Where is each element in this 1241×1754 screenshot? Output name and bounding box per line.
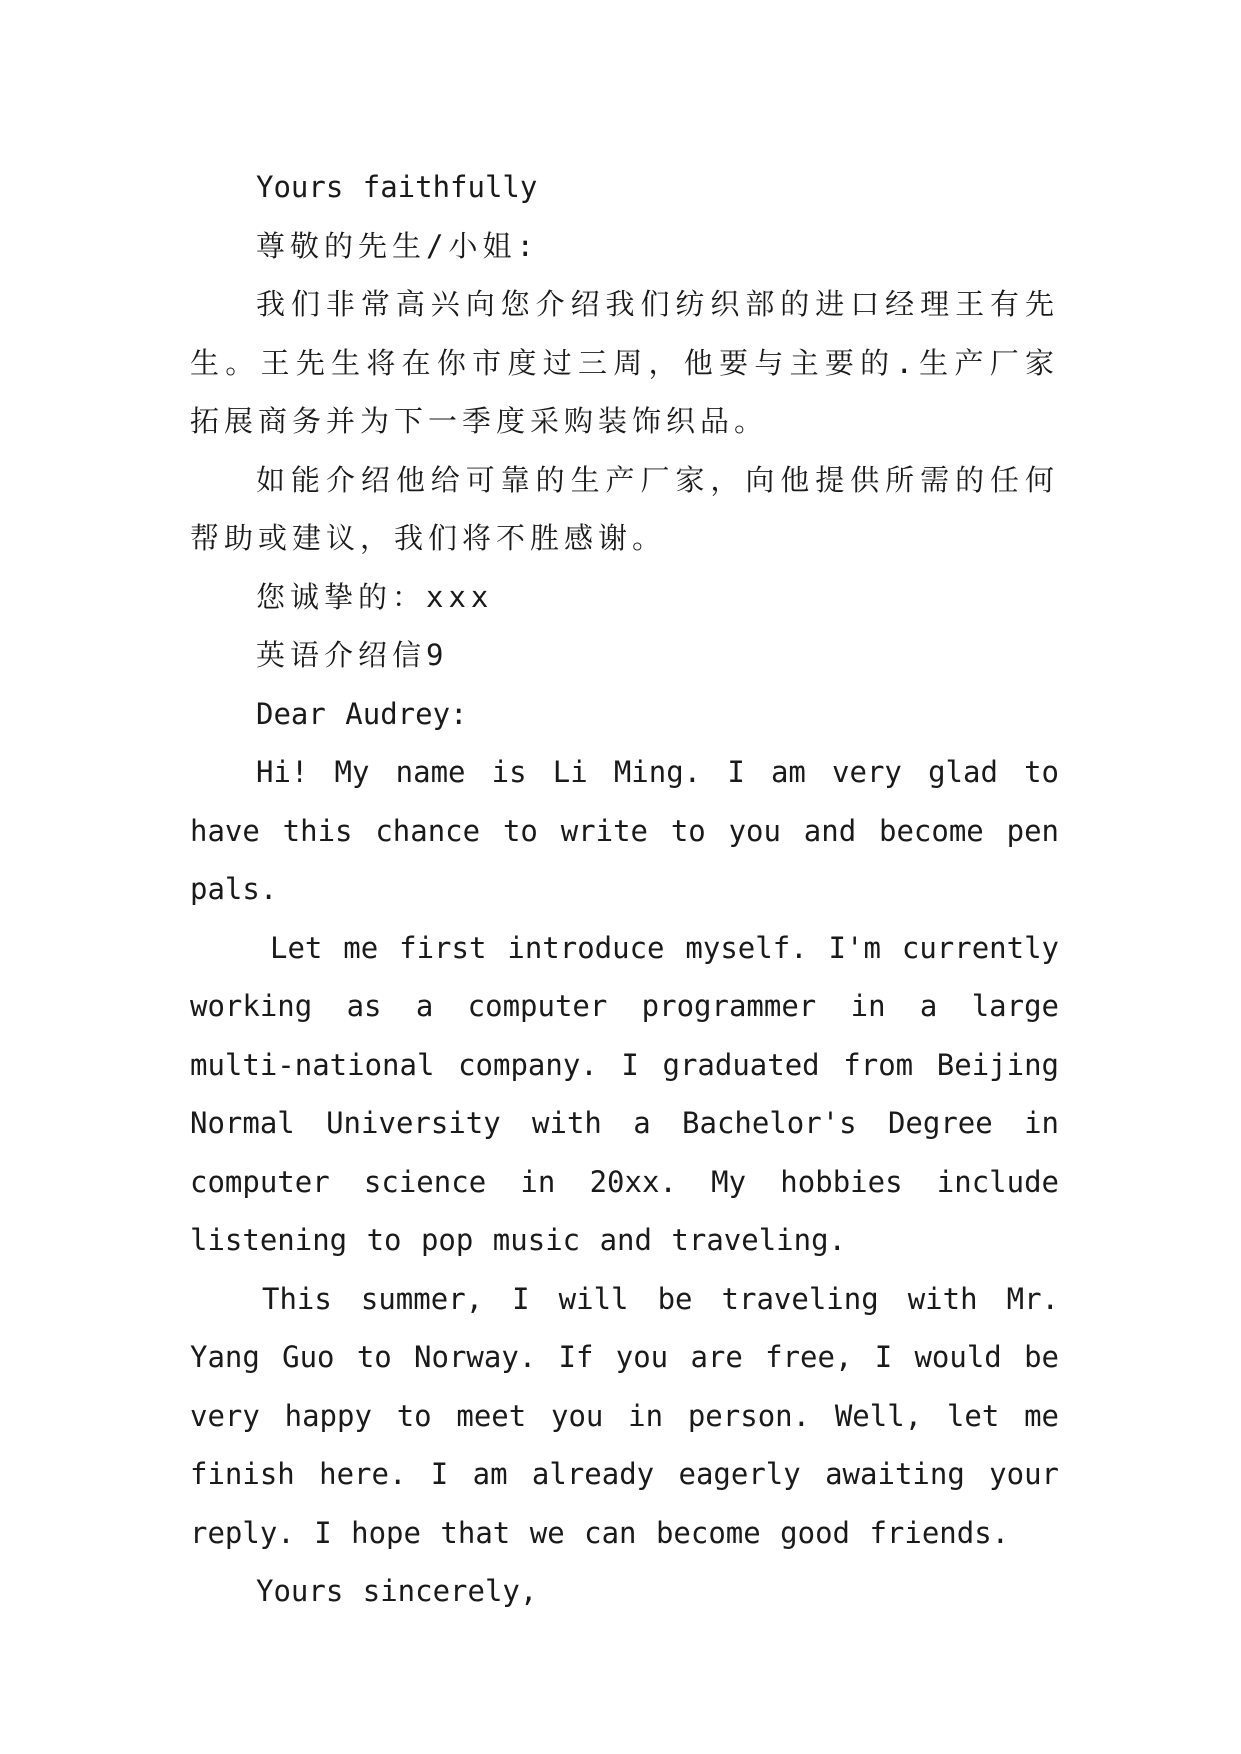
paragraph-request-chinese: 如能介绍他给可靠的生产厂家，向他提供所需的任何帮助或建议，我们将不胜感谢。 bbox=[190, 462, 1059, 555]
document-body bbox=[190, 158, 1059, 1621]
paragraph-self-introduction: Let me first introduce myself. I'm currently working as a computer programmer in a large multi-national company. I graduated from Beijing Normal University with a Bachelor's Degree in computer science in 20xx. My hobbies include listening to pop music and traveling. bbox=[190, 930, 1059, 1257]
section-heading: 英语介绍信9 bbox=[256, 638, 449, 672]
salutation-dear-audrey: Dear Audrey: bbox=[256, 696, 468, 731]
salutation-chinese: 尊敬的先生/小姐: bbox=[256, 228, 539, 263]
closing-yours-sincerely: Yours sincerely, bbox=[256, 1574, 538, 1608]
closing-yours-faithfully: Yours faithfully bbox=[256, 170, 538, 204]
paragraph-introduction-chinese: 我们非常高兴向您介绍我们纺织部的进口经理王有先生。王先生将在你市度过三周，他要与主要的.生产厂家拓展商务并为下一季度采购装饰织品。 bbox=[190, 287, 1059, 438]
paragraph-summer-plans: This summer, I will be traveling with Mr. Yang Guo to Norway. If you are free, I would be very happy to meet you in person. Well, let me finish here. I am already eagerly awaiting your reply. I hope that we can become good friends. bbox=[190, 1281, 1059, 1550]
closing-signature-chinese: 您诚挚的：xxx bbox=[256, 579, 494, 614]
paragraph-greeting: Hi! My name is Li Ming. I am very glad to have this chance to write to you and become pen pals. bbox=[190, 755, 1059, 906]
